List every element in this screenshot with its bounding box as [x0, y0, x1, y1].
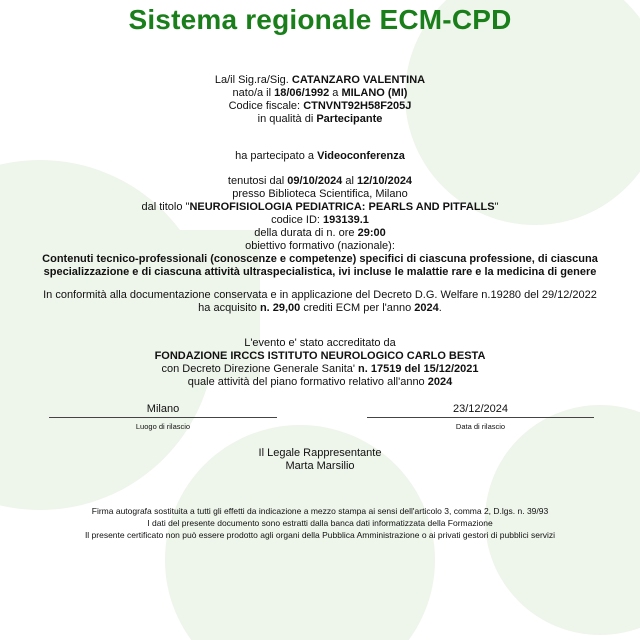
event-title-line — [14, 201, 626, 214]
plan-label: quale attività del piano formativo relativo all'anno — [187, 376, 425, 388]
birth-at-label: a — [332, 87, 339, 99]
footer-notes — [0, 505, 640, 541]
credits-year: 2024 — [414, 302, 439, 314]
issue-date: 23/12/2024 — [452, 403, 509, 415]
name-line — [0, 74, 640, 87]
role-line — [0, 113, 640, 126]
signature-name: Marta Marsilio — [285, 460, 355, 472]
decree-label: con Decreto Direzione Generale Sanita' — [161, 363, 355, 375]
event-location: presso Biblioteca Scientifica, Milano — [232, 188, 408, 200]
event-duration-label: della durata di n. ore — [254, 227, 355, 239]
tax-code-line — [0, 100, 640, 113]
event-code-label: codice ID: — [271, 214, 320, 226]
birth-place: MILANO (MI) — [341, 87, 408, 99]
participation-line — [0, 150, 640, 163]
footer-line-2: I dati del presente documento sono estratti dalla banca dati informatizzata della Formazione — [147, 518, 493, 528]
name-label: La/il Sig.ra/Sig. — [214, 74, 289, 86]
issue-place-underline — [49, 417, 277, 418]
issue-place-field — [49, 403, 277, 432]
event-duration-line — [14, 227, 626, 240]
tax-code-label: Codice fiscale: — [228, 100, 301, 112]
signature-section — [0, 447, 640, 473]
birth-line — [0, 87, 640, 100]
event-dates-line — [14, 175, 626, 188]
tax-code: CTNVNT92H58F205J — [303, 100, 412, 112]
credits-year-label: crediti ECM per l'anno — [303, 302, 412, 314]
event-title-label: dal titolo " — [141, 201, 190, 213]
credits-section — [14, 289, 626, 315]
objective-line-1: Contenuti tecnico-professionali (conoscenze e competenze) specifici di ciascuna professione, di ciascuna — [42, 253, 598, 265]
participation-type: Videoconferenza — [317, 150, 405, 162]
birth-date: 18/06/1992 — [274, 87, 330, 99]
footer-line-3: Il presente certificato non può essere prodotto agli organi della Pubblica Amministrazione o ai privati gestori di pubblici servizi — [84, 530, 556, 540]
event-code-line — [14, 214, 626, 227]
event-end-date: 12/10/2024 — [357, 175, 413, 187]
event-title-close: " — [494, 201, 499, 213]
plan-line — [0, 376, 640, 389]
participation-section — [0, 150, 640, 163]
event-title: NEUROFISIOLOGIA PEDIATRICA: PEARLS AND PITFALLS — [189, 201, 495, 213]
footer-line-1: Firma autografa sostituita a tutti gli effetti da indicazione a mezzo stampa ai sensi dell'articolo 3, comma 2, D.lgs. n. 39/93 — [91, 506, 549, 516]
issue-place: Milano — [146, 403, 180, 415]
event-hours: 29:00 — [357, 227, 386, 239]
issue-place-caption: Luogo di rilascio — [135, 422, 191, 431]
event-section — [14, 175, 626, 279]
objective-line-2: specializzazione e di ciascuna attività ultraspecialistica, ivi incluse le malattie rare e la medicina di genere — [43, 266, 597, 278]
issue-date-field — [367, 403, 594, 432]
objective-label: obiettivo formativo (nazionale): — [245, 240, 395, 252]
birth-label: nato/a il — [232, 87, 272, 99]
event-code: 193139.1 — [323, 214, 369, 226]
participant-role: Partecipante — [316, 113, 383, 125]
participant-name: CATANZARO VALENTINA — [291, 74, 426, 86]
decree-line — [0, 363, 640, 376]
credits-line — [14, 302, 626, 315]
event-to-label: al — [345, 175, 354, 187]
credits-amount: n. 29,00 — [259, 302, 301, 314]
page-title: Sistema regionale ECM-CPD — [128, 4, 512, 35]
credits-end: . — [438, 302, 442, 314]
issue-date-underline — [367, 417, 594, 418]
accreditation-line: L'evento e' stato accreditato da — [244, 337, 396, 349]
credits-decree-line: In conformità alla documentazione conservata e in applicazione del Decreto D.G. Welfare n.19280 del 29/12/2022 — [43, 289, 597, 301]
event-dates-label: tenutosi dal — [227, 175, 285, 187]
issue-date-caption: Data di rilascio — [455, 422, 506, 431]
plan-year: 2024 — [427, 376, 453, 388]
provider-name: FONDAZIONE IRCCS ISTITUTO NEUROLOGICO CARLO BESTA — [154, 350, 486, 362]
event-start-date: 09/10/2024 — [287, 175, 343, 187]
credits-acquired-label: ha acquisito — [198, 302, 257, 314]
accreditation-section — [0, 337, 640, 389]
person-section — [0, 74, 640, 126]
signature-role: Il Legale Rappresentante — [258, 447, 382, 459]
role-label: in qualità di — [257, 113, 314, 125]
decree-number: n. 17519 del 15/12/2021 — [358, 363, 479, 375]
participation-label: ha partecipato a — [235, 150, 314, 162]
